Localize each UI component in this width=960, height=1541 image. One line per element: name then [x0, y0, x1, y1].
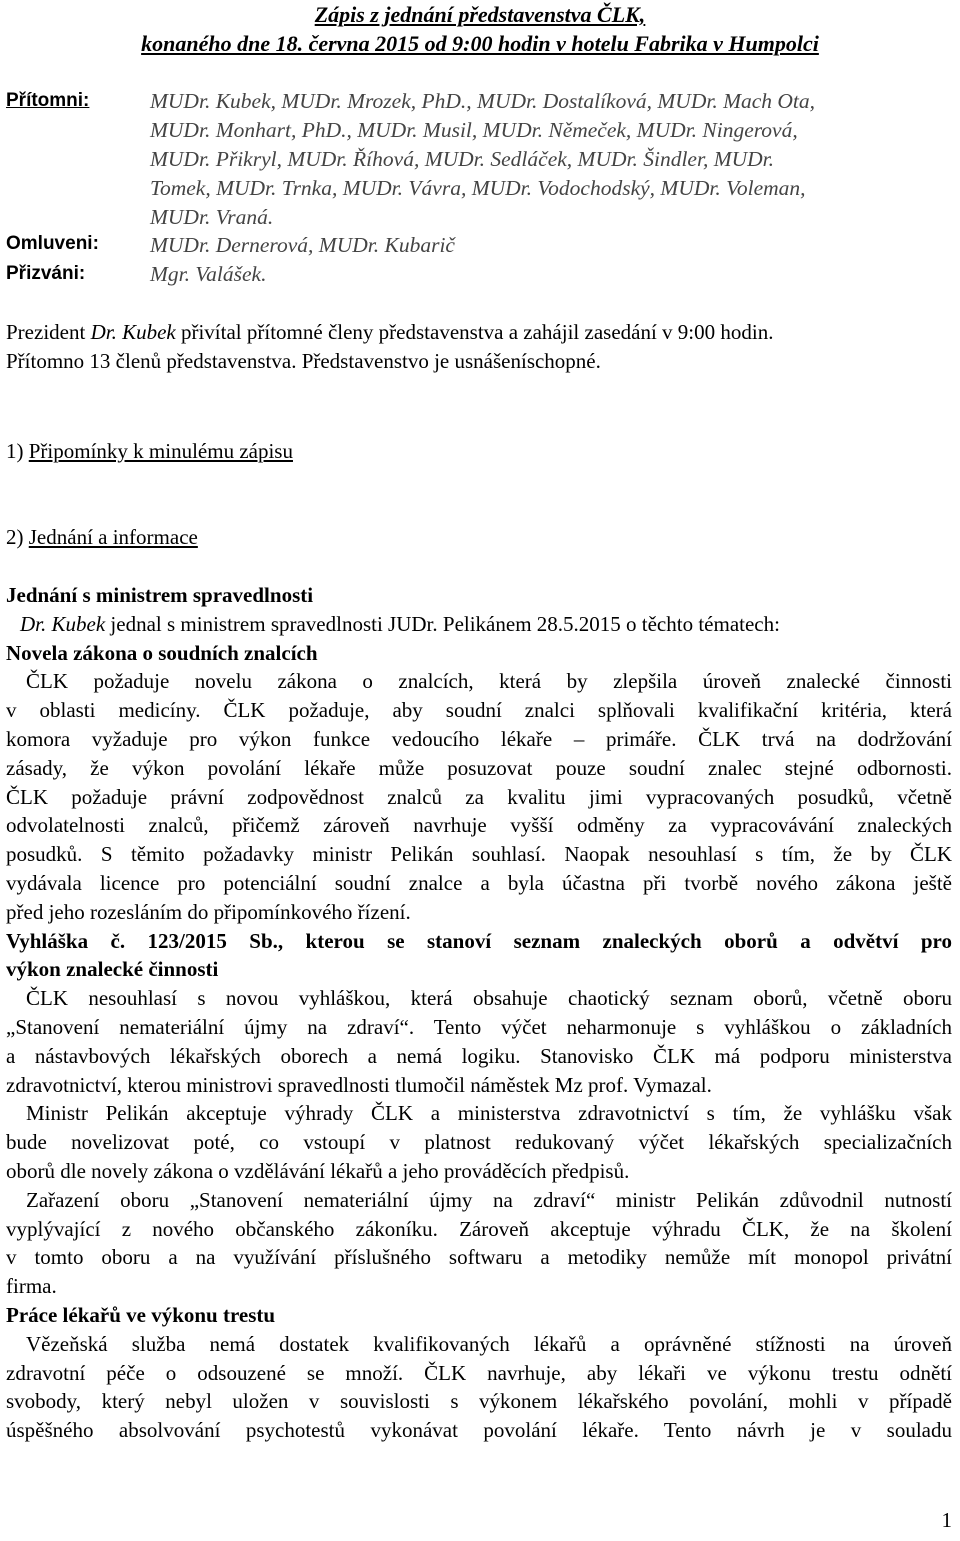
present-line: Tomek, MUDr. Trnka, MUDr. Vávra, MUDr. Vodochodský, MUDr. Voleman,: [150, 176, 806, 200]
prison-line: svobody, který nebyl uložen v souvislosti s výkonem lékařského povolání, mohli v případě: [6, 1389, 952, 1414]
present-line: MUDr. Kubek, MUDr. Mrozek, PhD., MUDr. Dostalíková, MUDr. Mach Ota,: [150, 89, 816, 113]
present-line: MUDr. Přikryl, MUDr. Říhová, MUDr. Sedláček, MUDr. Šindler, MUDr.: [150, 147, 775, 171]
novela-line: ČLK požaduje novelu zákona o znalcích, která by zlepšila úroveň znalecké činnosti: [26, 669, 952, 694]
intro-text: Prezident: [6, 320, 91, 344]
section-title: Připomínky k minulému zápisu: [28, 439, 293, 463]
present-list: [150, 87, 950, 232]
prison-line: Vězeňská služba nemá dostatek kvalifikovaných lékařů a oprávněné stížnosti na úroveň: [26, 1331, 952, 1356]
present-line: MUDr. Monhart, PhD., MUDr. Musil, MUDr. Němeček, MUDr. Ningerová,: [150, 118, 798, 142]
quorum-text: Přítomno 13 členů představenstva. Představenstvo je usnášeníschopné.: [6, 348, 601, 373]
present-label: Přítomni:: [6, 90, 90, 111]
prison-line: zdravotní péče o odsouzené se množí. ČLK navrhuje, aby lékaři ve výkonu trestu odnětí: [6, 1360, 952, 1385]
vyhlaska-line: Ministr Pelikán akceptuje výhrady ČLK a ministerstva zdravotnictví s tím, že vyhlášku však: [26, 1101, 952, 1126]
vyhlaska-line: „Stanovení nemateriální újmy na zdraví“. Tento výčet neharmonuje s vyhláškou o základních: [6, 1014, 952, 1039]
section-1-heading: [6, 437, 952, 466]
prison-heading: Práce lékařů ve výkonu trestu: [6, 1302, 276, 1327]
novela-line: zásady, že výkon povolání lékaře může posuzovat pouze soudní znalec stejné odbornosti.: [6, 755, 952, 780]
invited-label: Přizváni:: [6, 263, 86, 284]
vyhlaska-line: zdravotnictví, kterou ministrovi spravedlnosti tlumočil náměstek Mz prof. Vymazal.: [6, 1072, 712, 1097]
vyhlaska-heading: Vyhláška č. 123/2015 Sb., kterou se stanoví seznam znaleckých oborů a odvětví pro: [6, 928, 952, 953]
present-line: MUDr. Vraná.: [150, 205, 274, 229]
vyhlaska-line: ČLK nesouhlasí s novou vyhláškou, která obsahuje chaotický seznam oborů, včetně oboru: [26, 986, 952, 1011]
vyhlaska-line: oborů dle novely zákona o vzdělávání lékařů a jeho prováděcích předpisů.: [6, 1158, 630, 1183]
vyhlaska-line: firma.: [6, 1274, 57, 1299]
document-title-line-1: Zápis z jednání představenstva ČLK,: [314, 2, 646, 27]
page-number: 1: [941, 1508, 952, 1532]
novela-line: před jeho rozesláním do připomínkového řízení.: [6, 899, 411, 924]
novela-line: vydávala licence pro potenciální soudní znalce a byla účastna při tvorbě nového zákona ještě: [6, 870, 952, 895]
vyhlaska-line: a nástavbových lékařských oborech a nemá logiku. Stanovisko ČLK má podporu ministerstva: [6, 1043, 952, 1068]
vyhlaska-line: Zařazení oboru „Stanovení nemateriální újmy na zdraví“ ministr Pelikán zdůvodnil nutností: [26, 1187, 952, 1212]
vyhlaska-line: v tomto oboru a na využívání příslušného softwaru a metodiky nemůže mít monopol privátní: [6, 1245, 952, 1270]
president-name: Dr. Kubek: [90, 320, 176, 344]
section-title: Jednání a informace: [28, 525, 198, 549]
vyhlaska-line: vyplývající z nového občanského zákoníku. Zároveň akceptuje výhradu ČLK, že na školení: [6, 1216, 952, 1241]
novela-line: posudků. S těmito požadavky ministr Pelikán souhlasí. Naopak nesouhlasí s tím, že by ČLK: [6, 842, 952, 867]
excused-list: MUDr. Dernerová, MUDr. Kubarič: [150, 233, 455, 257]
person-name: Dr. Kubek: [20, 611, 106, 636]
invited-list: Mgr. Valášek.: [150, 262, 267, 286]
minister-meeting-text: jednal s ministrem spravedlnosti JUDr. Pelikánem 28.5.2015 o těchto tématech:: [105, 611, 780, 636]
prison-line: úspěšného absolvování psychotestů vykonávat povolání lékaře. Tento návrh je v souladu: [6, 1418, 952, 1443]
excused-label: Omluveni:: [6, 233, 99, 254]
minister-section: [6, 581, 952, 1445]
section-number: 2): [6, 525, 29, 549]
vyhlaska-line: bude novelizovat poté, co vstoupí v platnost redukovaný výčet lékařských specializačních: [6, 1130, 952, 1155]
vyhlaska-heading: výkon znalecké činnosti: [6, 957, 219, 982]
section-2-heading: [6, 523, 952, 552]
novela-line: komora vyžaduje pro výkon funkce vedoucího lékaře – primáře. ČLK trvá na dodržování: [6, 726, 952, 751]
novela-line: odvolatelnosti znalců, přičemž zároveň navrhuje vyšší odměny za vypracovávání znaleckých: [6, 813, 952, 838]
novela-heading: Novela zákona o soudních znalcích: [6, 640, 318, 665]
section-number: 1): [6, 439, 29, 463]
minister-heading: Jednání s ministrem spravedlnosti: [6, 583, 314, 607]
intro-text: přivítal přítomné členy představenstva a zahájil zasedání v 9:00 hodin.: [175, 320, 774, 344]
document-title-line-2: konaného dne 18. června 2015 od 9:00 hodin v hotelu Fabrika v Humpolci: [141, 31, 819, 56]
novela-line: ČLK požaduje právní zodpovědnost znalců za kvalitu jimi vypracovaných posudků, včetně: [6, 784, 952, 809]
novela-line: v oblasti medicíny. ČLK požaduje, aby soudní znalci splňovali kvalifikační kritéria, která: [6, 698, 952, 723]
intro-paragraph: [6, 318, 952, 376]
